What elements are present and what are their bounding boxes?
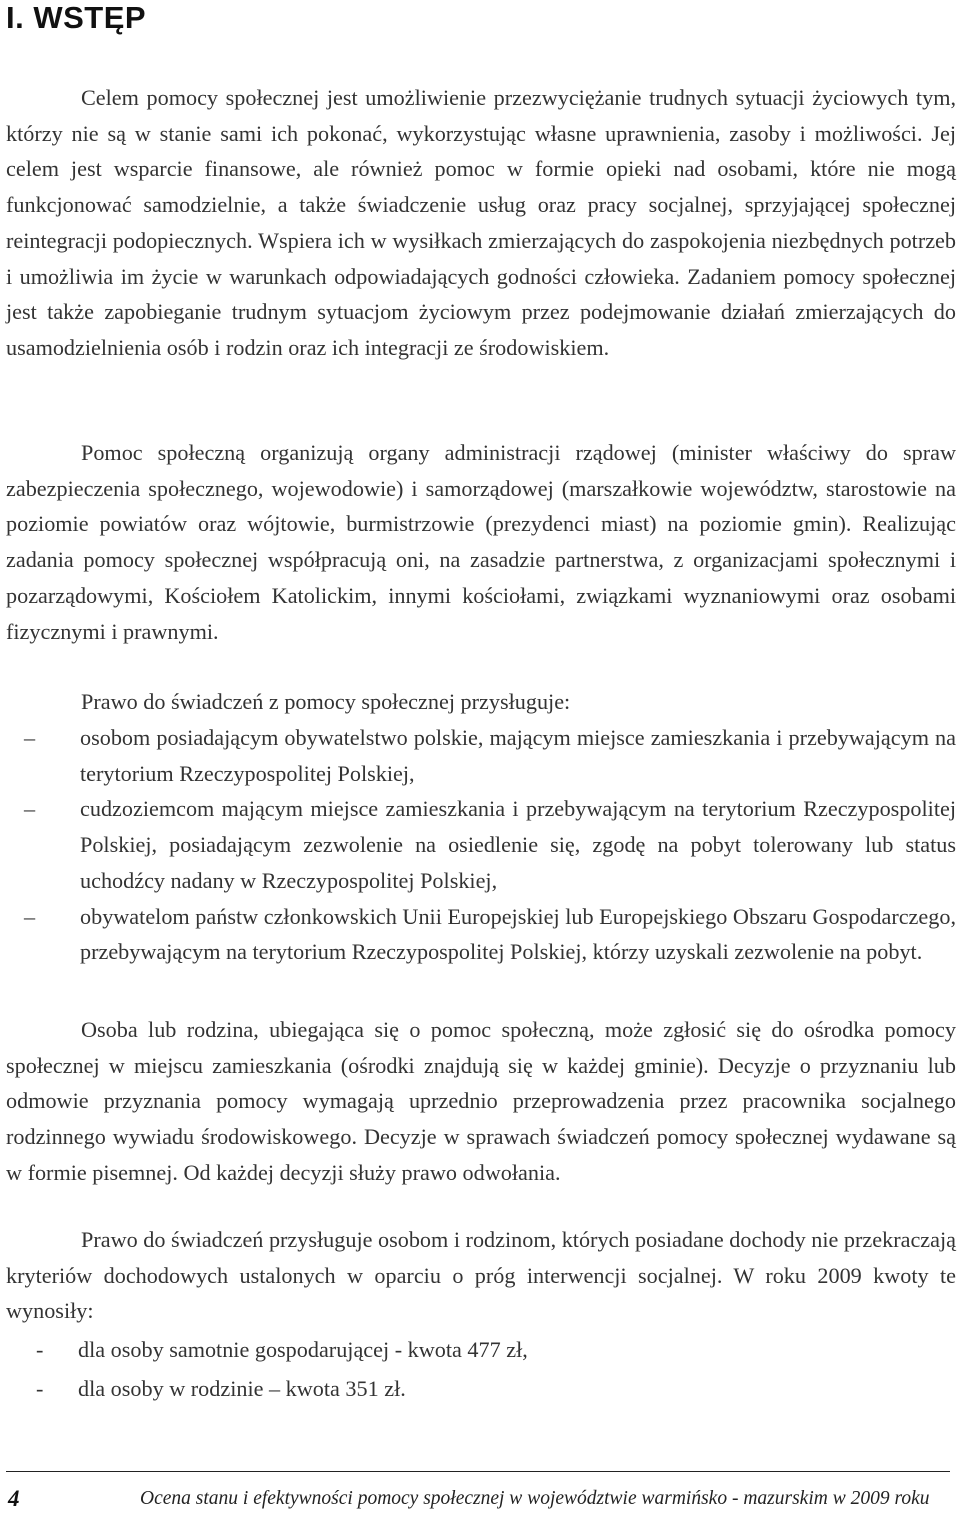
list-item [6,1332,956,1368]
list-item-text: cudzoziemcom mającym miejsce zamieszkania i przebywającym na terytorium Rzeczypospolitej Polskiej, posiadającym zezwolenie na osiedlenie się, zgodę na pobyt tolerowany lub status uchodźcy nadany w Rzeczypospolitej Polskiej, [80,796,956,893]
list-item [6,1371,956,1407]
footer-divider [6,1471,950,1472]
paragraph-purpose: Celem pomocy społecznej jest umożliwienie przezwyciężanie trudnych sytuacji życiowych tym, którzy nie są w stanie sami ich pokonać, wykorzystując własne uprawnienia, zasoby i możliwości. Jej celem jest wsparcie finansowe, ale również pomoc w formie opieki nad osobami, które nie mogą funkcjonować samodzielnie, a także świadczenie usług oraz pracy socjalnej, sprzyjającej społecznej reintegracji podopiecznych. Wspiera ich w wysiłkach zmierzających do zaspokojenia niezbędnych potrzeb i umożliwia im życie w warunkach odpowiadających godności człowieka. Zadaniem pomocy społecznej jest także zapobieganie trudnym sytuacjom życiowym przez podejmowanie działań zmierzających do usamodzielnienia osób i rodzin oraz ich integracji ze środowiskiem. [6,85,956,360]
section-heading: I. WSTĘP [6,0,147,35]
list-item-text: dla osoby samotnie gospodarującej - kwota 477 zł, [78,1337,528,1362]
dash-bullet-icon: – [24,903,36,929]
list-item-text: obywatelom państw członkowskich Unii Europejskiej lub Europejskiego Obszaru Gospodarczego, przebywającym na terytorium Rzeczypospolitej Polskiej, którzy uzyskali zezwolenie na pobyt. [80,903,956,965]
dash-bullet-icon: – [24,796,36,822]
paragraph-eligibility-intro: Prawo do świadczeń z pomocy społecznej przysługuje: [81,689,571,714]
hyphen-bullet-icon: - [36,1337,44,1362]
list-item [6,791,956,898]
list-item [6,720,956,791]
hyphen-bullet-icon: - [36,1375,44,1401]
eligibility-list [6,720,956,970]
dash-bullet-icon: – [24,725,36,750]
page-number: 4 [8,1486,20,1511]
list-item [6,899,956,970]
paragraph-application: Osoba lub rodzina, ubiegająca się o pomoc społeczną, może zgłosić się do ośrodka pomocy społecznej w miejscu zamieszkania (ośrodki znajdują się w każdej gminie). Decyzje o przyznaniu lub odmowie przyznania pomocy wymagają uprzednio przeprowadzenia przez pracownika socjalnego rodzinnego wywiadu środowiskowego. Decyzje w sprawach świadczeń pomocy społecznej wydawane są w formie pisemnej. Od każdej decyzji służy prawo odwołania. [6,1017,956,1185]
list-item-text: osobom posiadającym obywatelstwo polskie, mającym miejsce zamieszkania i przebywającym na terytorium Rzeczypospolitej Polskiej, [80,725,956,786]
list-item-text: dla osoby w rodzinie – kwota 351 zł. [78,1375,406,1401]
paragraph-organizers: Pomoc społeczną organizują organy administracji rządowej (minister właściwy do spraw zabezpieczenia społecznego, wojewodowie) i samorządowej (marszałkowie województw, starostowie na poziomie powiatów oraz wójtowie, burmistrzowie (prezydenci miast) na poziomie gmin). Realizując zadania pomocy społecznej współpracują oni, na zasadzie partnerstwa, z organizacjami społecznymi i pozarządowymi, Kościołem Katolickim, innymi kościołami, związkami wyznaniowymi oraz osobami fizycznymi i prawnymi. [6,440,956,644]
paragraph-income-criteria: Prawo do świadczeń przysługuje osobom i rodzinom, których posiadane dochody nie przekraczają kryteriów dochodowych ustalonych w oparciu o próg interwencji socjalnej. W roku 2009 kwoty te wynosiły: [6,1227,956,1324]
footer-title: Ocena stanu i efektywności pomocy społecznej w województwie warmińsko - mazurskim w 2009 roku [140,1488,930,1509]
income-threshold-list [6,1332,956,1409]
